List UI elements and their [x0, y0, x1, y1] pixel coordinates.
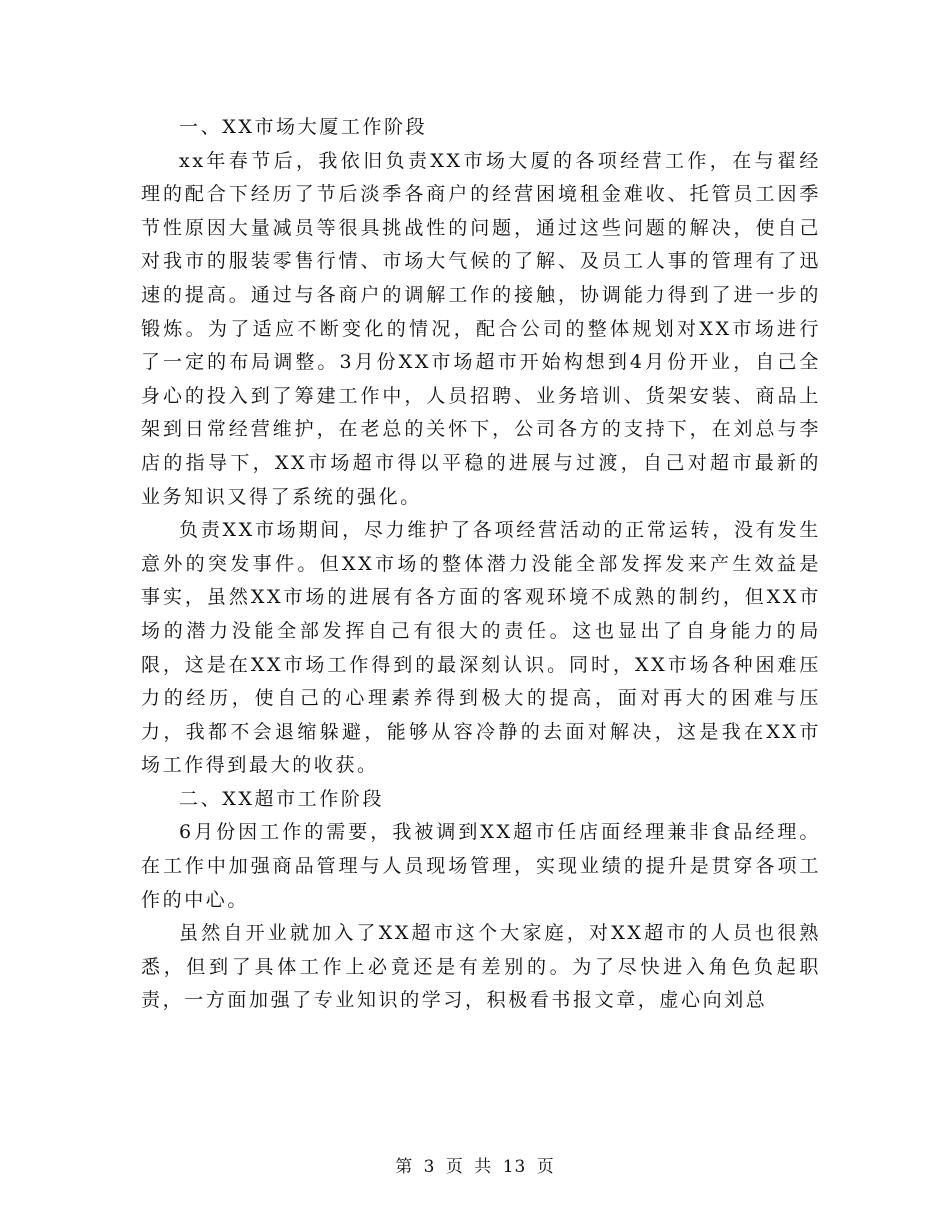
document-body — [141, 111, 821, 1018]
paragraph-4: 虽然自开业就加入了XX超市这个大家庭，对XX超市的人员也很熟悉，但到了具体工作上必竟还是有差别的。为了尽快进入角色负起职责，一方面加强了专业知识的学习，积极看书报文章，虚心向刘总 — [141, 922, 821, 1012]
paragraph-3: 6月份因工作的需要，我被调到XX超市任店面经理兼非食品经理。在工作中加强商品管理与人员现场管理，实现业绩的提升是贯穿各项工作的中心。 — [141, 821, 821, 911]
paragraph-2: 负责XX市场期间，尽力维护了各项经营活动的正常运转，没有发生意外的突发事件。但XX市场的整体潜力没能全部发挥发来产生效益是事实，虽然XX市场的进展有各方面的客观环境不成熟的制约，但XX市场的潜力没能全部发挥自己有很大的责任。这也显出了自身能力的局限，这是在XX市场工作得到的最深刻认识。同时，XX市场各种困难压力的经历，使自己的心理素养得到极大的提高，面对再大的困难与压力，我都不会退缩躲避，能够从容冷静的去面对解决，这是我在XX市场工作得到最大的收获。 — [141, 519, 821, 777]
paragraph-1: xx年春节后，我依旧负责XX市场大厦的各项经营工作，在与翟经理的配合下经历了节后淡季各商户的经营困境租金难收、托管员工因季节性原因大量减员等很具挑战性的问题，通过这些问题的解决，使自己对我市的服装零售行情、市场大气候的了解、及员工人事的管理有了迅速的提高。通过与各商户的调解工作的接触，协调能力得到了进一步的锻炼。为了适应不断变化的情况，配合公司的整体规划对XX市场进行了一定的布局调整。3月份XX市场超市开始构想到4月份开业，自己全身心的投入到了筹建工作中，人员招聘、业务培训、货架安装、商品上架到日常经营维护，在老总的关怀下，公司各方的支持下，在刘总与李店的指导下，XX市场超市得以平稳的进展与过渡，自己对超市最新的业务知识又得了系统的强化。 — [141, 149, 821, 508]
section-heading-1: 一、XX市场大厦工作阶段 — [179, 116, 428, 138]
page-footer: 第 3 页 共 13 页 — [395, 1157, 555, 1177]
section-heading-2: 二、XX超市工作阶段 — [179, 787, 385, 810]
